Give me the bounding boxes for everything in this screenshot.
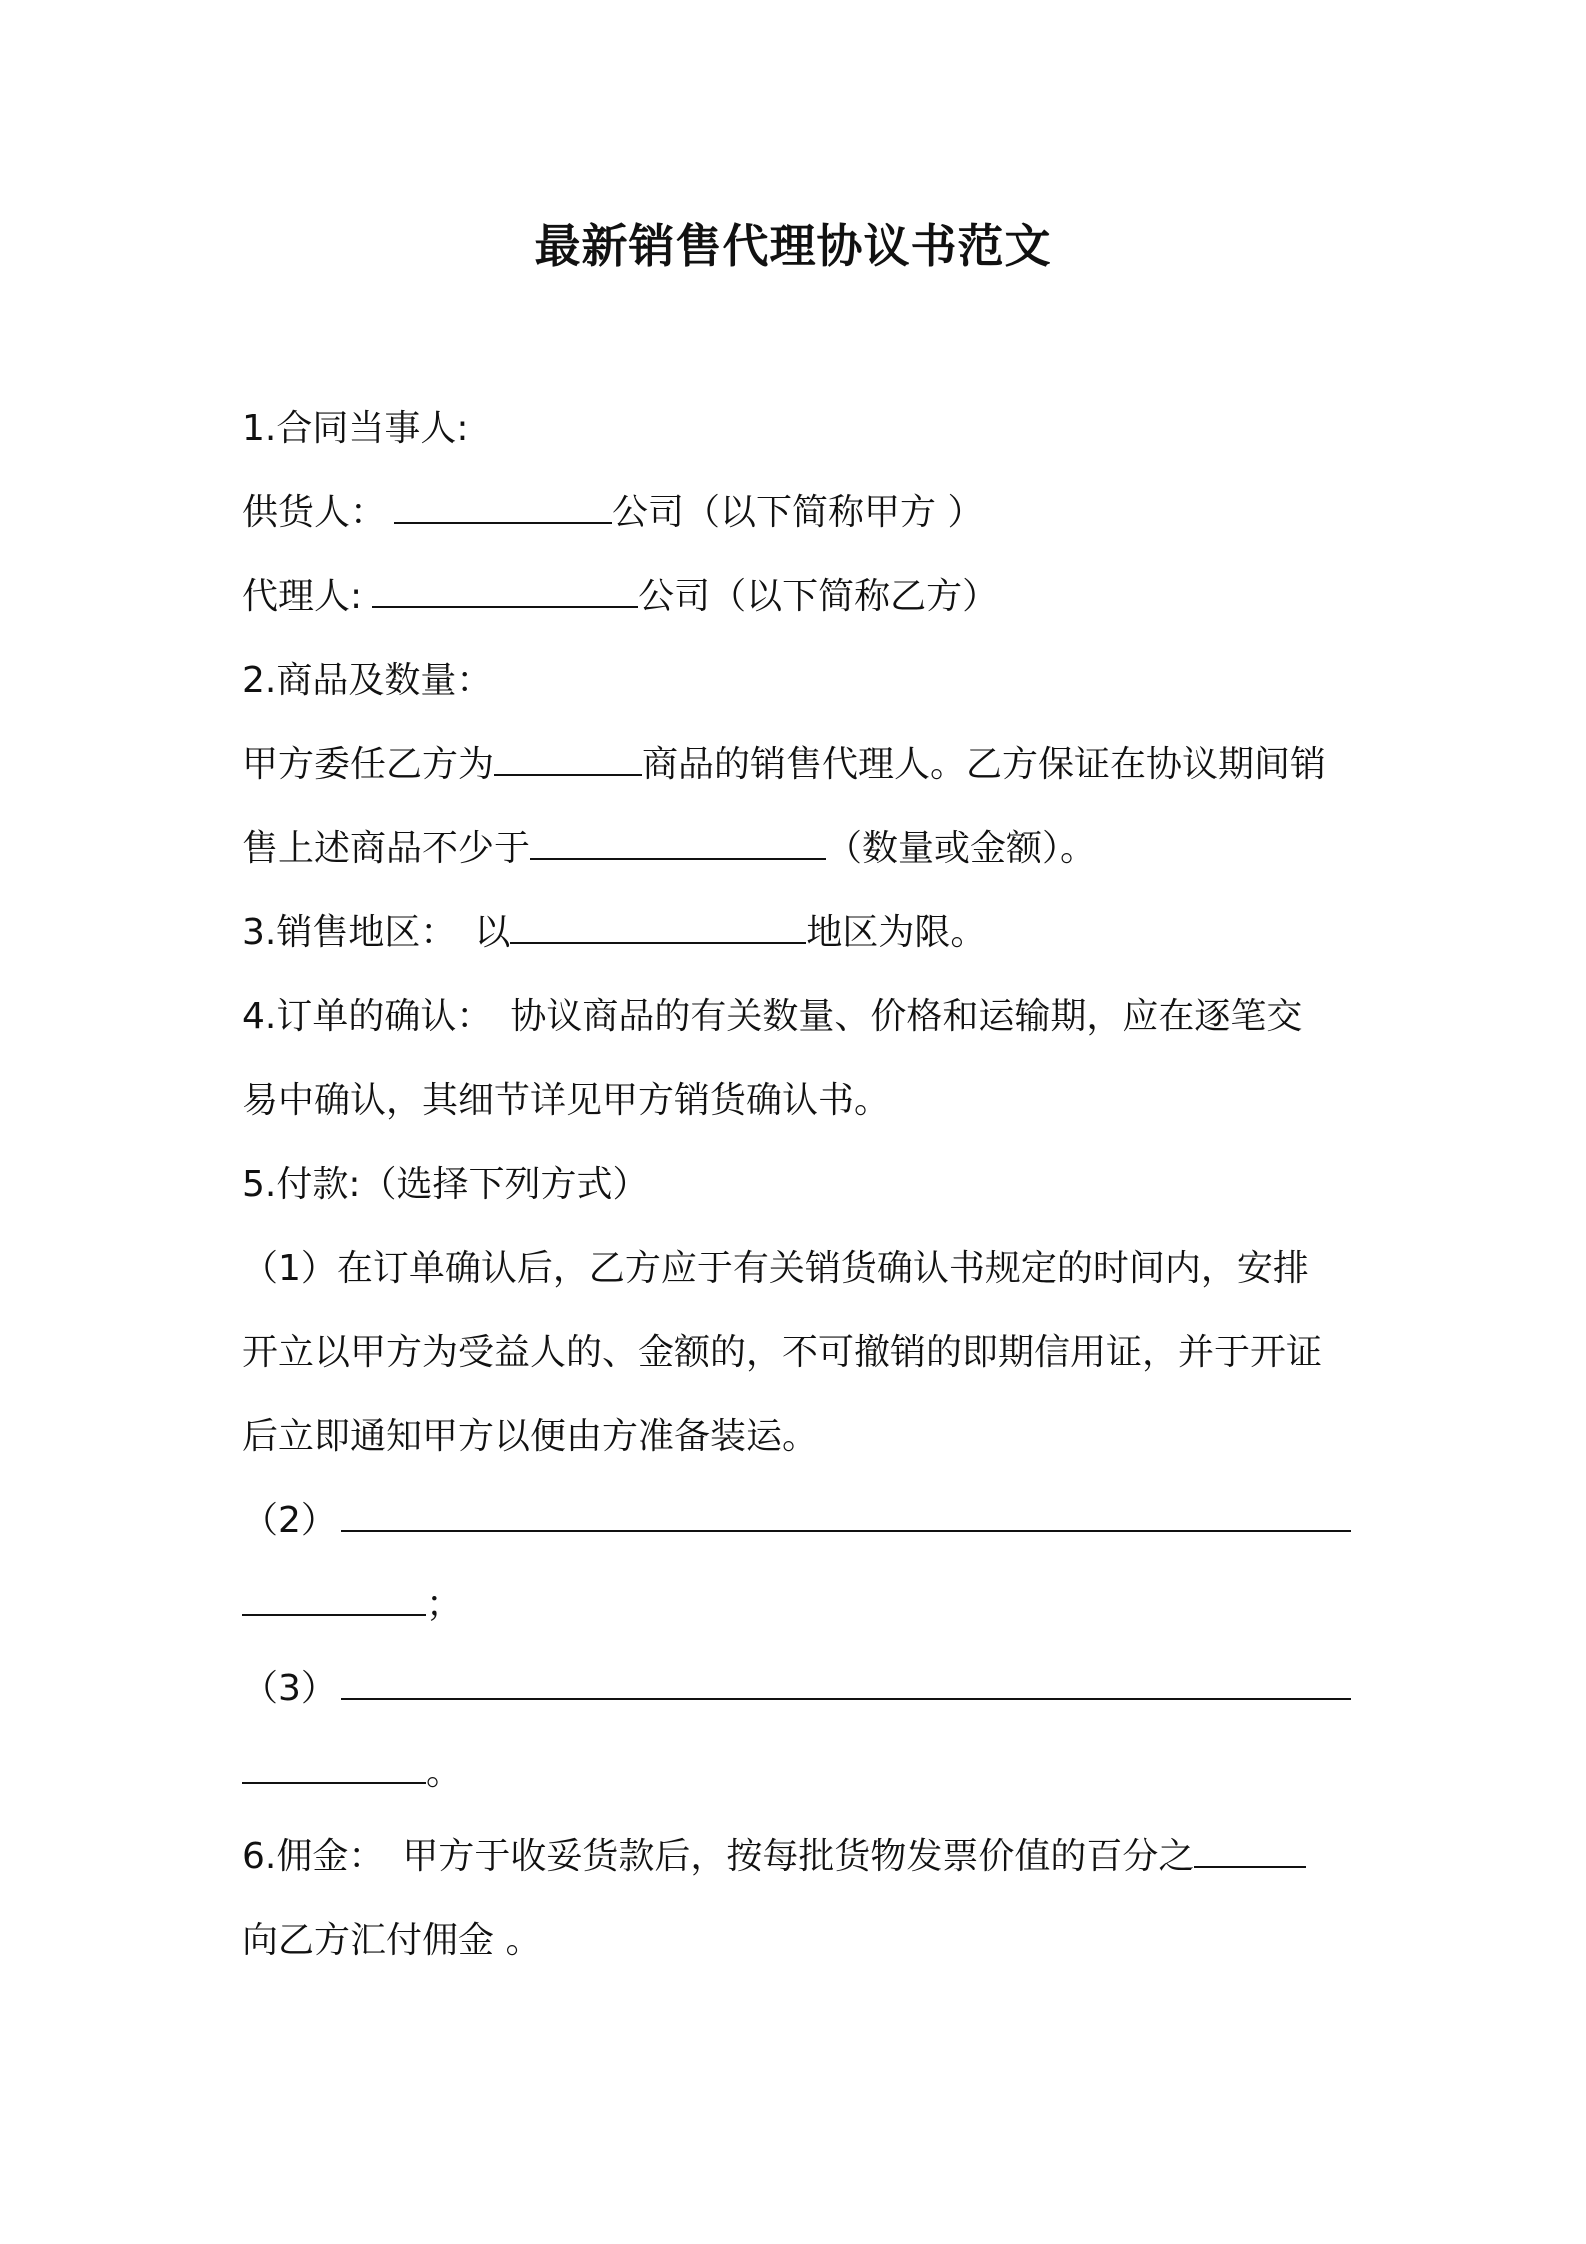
s3-prefix: 以	[474, 912, 511, 953]
supplier-label: 供货人：	[242, 492, 387, 533]
section-5-heading: 5.付款:（选择下列方式）	[242, 1164, 649, 1205]
agent-label: 代理人:	[242, 576, 363, 617]
supplier-suffix: 公司（以下简称甲方 ）	[612, 492, 984, 533]
commission-percent-blank	[1194, 1832, 1306, 1868]
agent-suffix: 公司（以下简称乙方）	[638, 576, 999, 617]
item-2-blank-continued	[242, 1580, 426, 1616]
section-3-line	[242, 908, 1357, 958]
document-title: 最新销售代理协议书范文	[534, 219, 1052, 273]
section-2-paragraph-line-1	[242, 740, 1357, 790]
s3-label: 3.销售地区：	[242, 912, 457, 953]
s5-item3-end: 。	[426, 1752, 463, 1793]
quantity-blank	[530, 824, 826, 860]
supplier-name-blank	[394, 488, 612, 524]
agent-line	[242, 572, 1357, 622]
s6-label: 6.佣金：	[242, 1836, 385, 1877]
supplier-line	[242, 488, 1357, 538]
item-2-blank	[341, 1496, 1351, 1532]
agent-name-blank	[372, 572, 638, 608]
section-2-paragraph-line-2	[242, 824, 1357, 874]
section-5-item-1-line-2: 开立以甲方为受益人的、金额的，不可撤销的即期信用证，并于开证	[242, 1332, 1323, 1373]
section-5-item-1-line-1: （1）在订单确认后，乙方应于有关销货确认书规定的时间内，安排	[242, 1248, 1309, 1289]
item-3-blank-continued	[242, 1748, 426, 1784]
section-5-item-1-line-3: 后立即通知甲方以便由方准备装运。	[242, 1416, 819, 1457]
section-1-heading: 1.合同当事人:	[242, 408, 469, 449]
item-3-blank	[341, 1664, 1351, 1700]
s2-p2-prefix: 售上述商品不少于	[242, 828, 531, 869]
section-5-item-2-line-2	[242, 1580, 1357, 1630]
section-5-item-2-line-1	[242, 1496, 1357, 1546]
region-blank	[510, 908, 806, 944]
s2-p1-suffix: 商品的销售代理人。乙方保证在协议期间销	[642, 744, 1327, 785]
section-5-item-3-line-1	[242, 1664, 1357, 1714]
product-blank	[494, 740, 642, 776]
section-5-item-3-line-2	[242, 1748, 1357, 1798]
s4-label: 4.订单的确认：	[242, 996, 493, 1037]
section-6-line-1	[242, 1832, 1357, 1882]
section-4-line-2: 易中确认，其细节详见甲方销货确认书。	[242, 1080, 891, 1121]
section-2-heading: 2.商品及数量：	[242, 660, 493, 701]
s2-p1-prefix: 甲方委任乙方为	[242, 744, 495, 785]
s5-item3-label: （3）	[242, 1668, 337, 1709]
s2-p2-suffix: （数量或金额）。	[826, 828, 1097, 869]
section-6-line-2: 向乙方汇付佣金 。	[242, 1920, 542, 1961]
s6-line1: 甲方于收妥货款后，按每批货物发票价值的百分之	[402, 1836, 1195, 1877]
s3-suffix: 地区为限。	[806, 912, 987, 953]
s5-item2-label: （2）	[242, 1500, 337, 1541]
s5-item2-end: ；	[426, 1584, 463, 1625]
s4-line1: 协议商品的有关数量、价格和运输期，应在逐笔交	[510, 996, 1303, 1037]
section-4-line-1	[242, 992, 1357, 1042]
